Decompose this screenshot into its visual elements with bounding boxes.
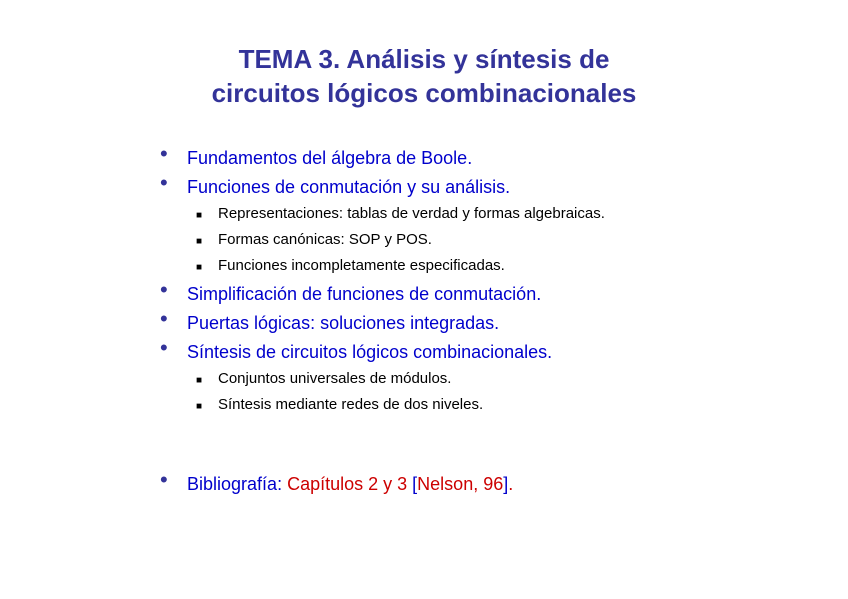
square-bullet-icon: ■ <box>196 210 203 221</box>
list-item-text: Fundamentos del álgebra de Boole. <box>187 148 473 168</box>
sub-list-item <box>196 204 605 224</box>
list-item <box>160 306 500 335</box>
sub-list-item <box>196 369 451 389</box>
sub-list-item-text: Representaciones: tablas de verdad y formas algebraicas. <box>218 205 605 222</box>
bullet-icon: • <box>160 306 168 331</box>
bullet-icon: • <box>160 141 168 166</box>
sub-list-item-text: Funciones incompletamente especificadas. <box>218 257 505 274</box>
sub-list-item <box>196 395 483 415</box>
bibliography-label: Bibliografía <box>187 474 278 494</box>
list-item-text: Funciones de conmutación y su análisis. <box>187 177 511 197</box>
bibliography-reference: Nelson, 96 <box>417 474 504 494</box>
bibliography-chapters: Capítulos 2 y 3 <box>287 474 413 494</box>
bibliography-ref-open: [ <box>412 474 418 494</box>
bibliography-separator: : <box>277 474 288 494</box>
square-bullet-icon: ■ <box>196 236 203 247</box>
list-item <box>160 141 473 170</box>
bullet-icon: • <box>160 335 168 360</box>
sub-list-item <box>196 256 505 276</box>
square-bullet-icon: ■ <box>196 262 203 273</box>
list-item <box>160 277 542 306</box>
list-item-text: Simplificación de funciones de conmutación. <box>187 284 542 304</box>
title-line-1: TEMA 3. Análisis y síntesis de <box>238 44 610 74</box>
square-bullet-icon: ■ <box>196 375 203 386</box>
bullet-icon: • <box>160 170 168 195</box>
list-item-text: Puertas lógicas: soluciones integradas. <box>187 313 500 333</box>
bullet-icon: • <box>160 277 168 302</box>
list-item-text: Síntesis de circuitos lógicos combinacionales. <box>187 342 553 362</box>
sub-list-item-text: Síntesis mediante redes de dos niveles. <box>218 396 484 413</box>
list-item <box>160 335 553 364</box>
sub-list-item-text: Formas canónicas: SOP y POS. <box>218 231 432 248</box>
list-item <box>160 170 511 199</box>
sub-list-item <box>196 230 432 250</box>
bibliography-period: . <box>508 474 514 494</box>
sub-list-item-text: Conjuntos universales de módulos. <box>218 370 452 387</box>
bibliography-item <box>160 467 514 496</box>
title-line-2: circuitos lógicos combinacionales <box>211 78 637 108</box>
bullet-icon: • <box>160 467 168 492</box>
square-bullet-icon: ■ <box>196 401 203 412</box>
bibliography-ref-close: ] <box>503 474 509 494</box>
